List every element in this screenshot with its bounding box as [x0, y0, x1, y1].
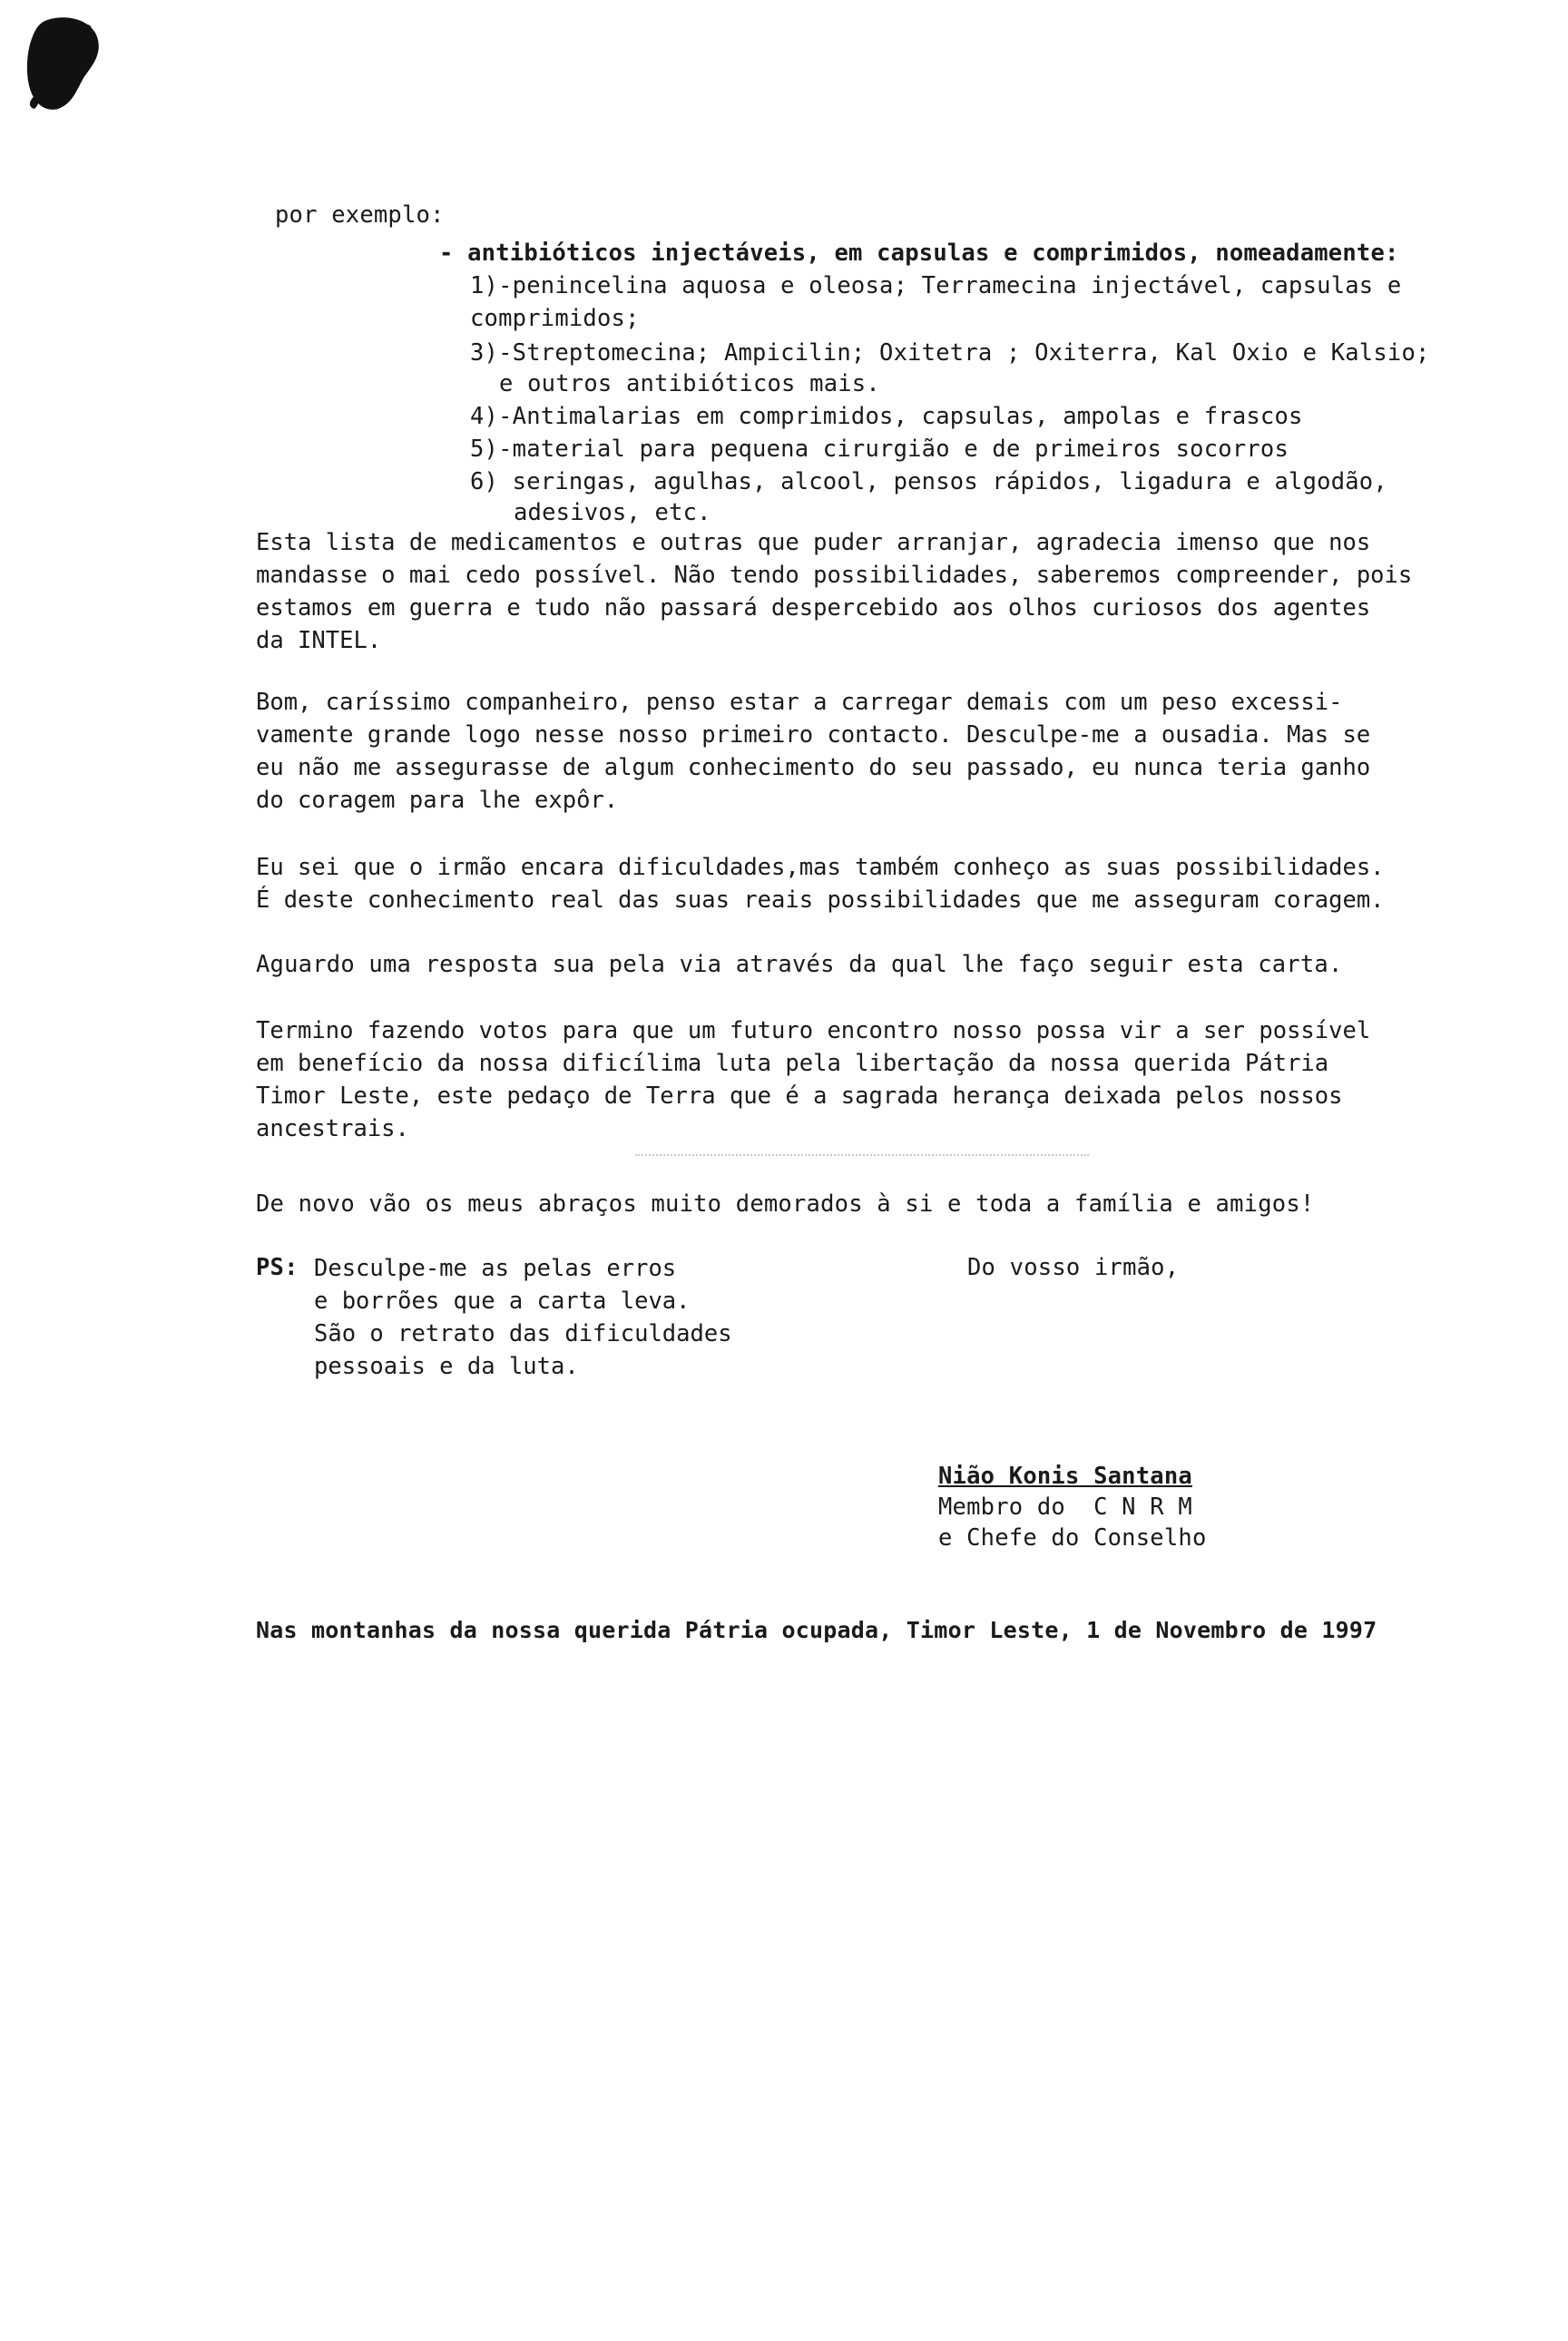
para2-line: eu não me assegurasse de algum conhecimento do seu passado, eu nunca teria ganho — [256, 754, 1371, 781]
para5-line: Timor Leste, este pedaço de Terra que é a sagrada herança deixada pelos nossos — [256, 1082, 1343, 1110]
para5-line: Termino fazendo votos para que um futuro encontro nosso possa vir a ser possível — [256, 1017, 1371, 1044]
intro-line: por exemplo: — [275, 201, 445, 229]
list-bullet: - antibióticos injectáveis, em capsulas e comprimidos, nomeadamente: — [439, 240, 1399, 267]
paragraph-medicines — [256, 526, 1412, 657]
para1-line: mandasse o mai cedo possível. Não tendo possibilidades, saberemos compreender, pois — [256, 562, 1413, 589]
paragraph-wishes — [256, 1014, 1370, 1145]
para2-line: vamente grande logo nesse nosso primeiro contacto. Desculpe-me a ousadia. Mas se — [256, 721, 1371, 749]
para3-line: Eu sei que o irmão encara dificuldades,mas também conheço as suas possibilidades. — [256, 854, 1385, 881]
list-item-6b: adesivos, etc. — [514, 499, 711, 526]
para3-line: É deste conhecimento real das suas reais possibilidades que me asseguram coragem. — [256, 886, 1385, 914]
para2-line: Bom, caríssimo companheiro, penso estar a carregar demais com um peso excessi- — [256, 689, 1343, 716]
list-item-1a: 1)-penincelina aquosa e oleosa; Terramecina injectável, capsulas e — [470, 272, 1402, 299]
paragraph-embraces: De novo vão os meus abraços muito demorados à si e toda a família e amigos! — [256, 1190, 1315, 1218]
paragraph-companion — [256, 686, 1370, 817]
para5-line: em benefício da nossa dificílima luta pela libertação da nossa querida Pátria — [256, 1050, 1329, 1077]
list-item-3b: e outros antibióticos mais. — [499, 370, 880, 397]
list-item-6a: 6) seringas, agulhas, alcool, pensos rápidos, ligadura e algodão, — [470, 468, 1387, 495]
para1-line: Esta lista de medicamentos e outras que puder arranjar, agradecia imenso que nos — [256, 529, 1371, 556]
closing-line: Do vosso irmão, — [967, 1254, 1180, 1281]
faint-dotted-mark — [635, 1154, 1089, 1161]
signature-name: Nião Konis Santana — [938, 1463, 1192, 1490]
list-item-3a: 3)-Streptomecina; Ampicilin; Oxitetra ; Oxiterra, Kal Oxio e Kalsio; — [470, 339, 1430, 367]
list-item-1b: comprimidos; — [470, 305, 640, 332]
ps-line: São o retrato das dificuldades — [314, 1320, 732, 1347]
signature-title-1: Membro do C N R M — [938, 1494, 1192, 1521]
ps-line: e borrões que a carta leva. — [314, 1288, 691, 1315]
para1-line: estamos em guerra e tudo não passará despercebido aos olhos curiosos dos agentes — [256, 594, 1371, 622]
signature-title-2: e Chefe do Conselho — [938, 1524, 1207, 1552]
ink-blot-mark — [20, 13, 102, 113]
list-item-5: 5)-material para pequena cirurgião e de primeiros socorros — [470, 436, 1289, 463]
para2-line: do coragem para lhe expôr. — [256, 787, 619, 814]
ps-text — [314, 1252, 732, 1383]
ps-line: Desculpe-me as pelas erros — [314, 1255, 677, 1282]
ps-label: PS: — [256, 1254, 299, 1281]
ps-line: pessoais e da luta. — [314, 1353, 579, 1380]
dateline: Nas montanhas da nossa querida Pátria ocupada, Timor Leste, 1 de Novembro de 1997 — [256, 1617, 1377, 1643]
para5-line: ancestrais. — [256, 1115, 409, 1142]
paragraph-await-reply: Aguardo uma resposta sua pela via através da qual lhe faço seguir esta carta. — [256, 951, 1343, 978]
para1-line: da INTEL. — [256, 627, 382, 654]
list-item-4: 4)-Antimalarias em comprimidos, capsulas, ampolas e frascos — [470, 403, 1303, 430]
paragraph-difficulties — [256, 851, 1385, 916]
